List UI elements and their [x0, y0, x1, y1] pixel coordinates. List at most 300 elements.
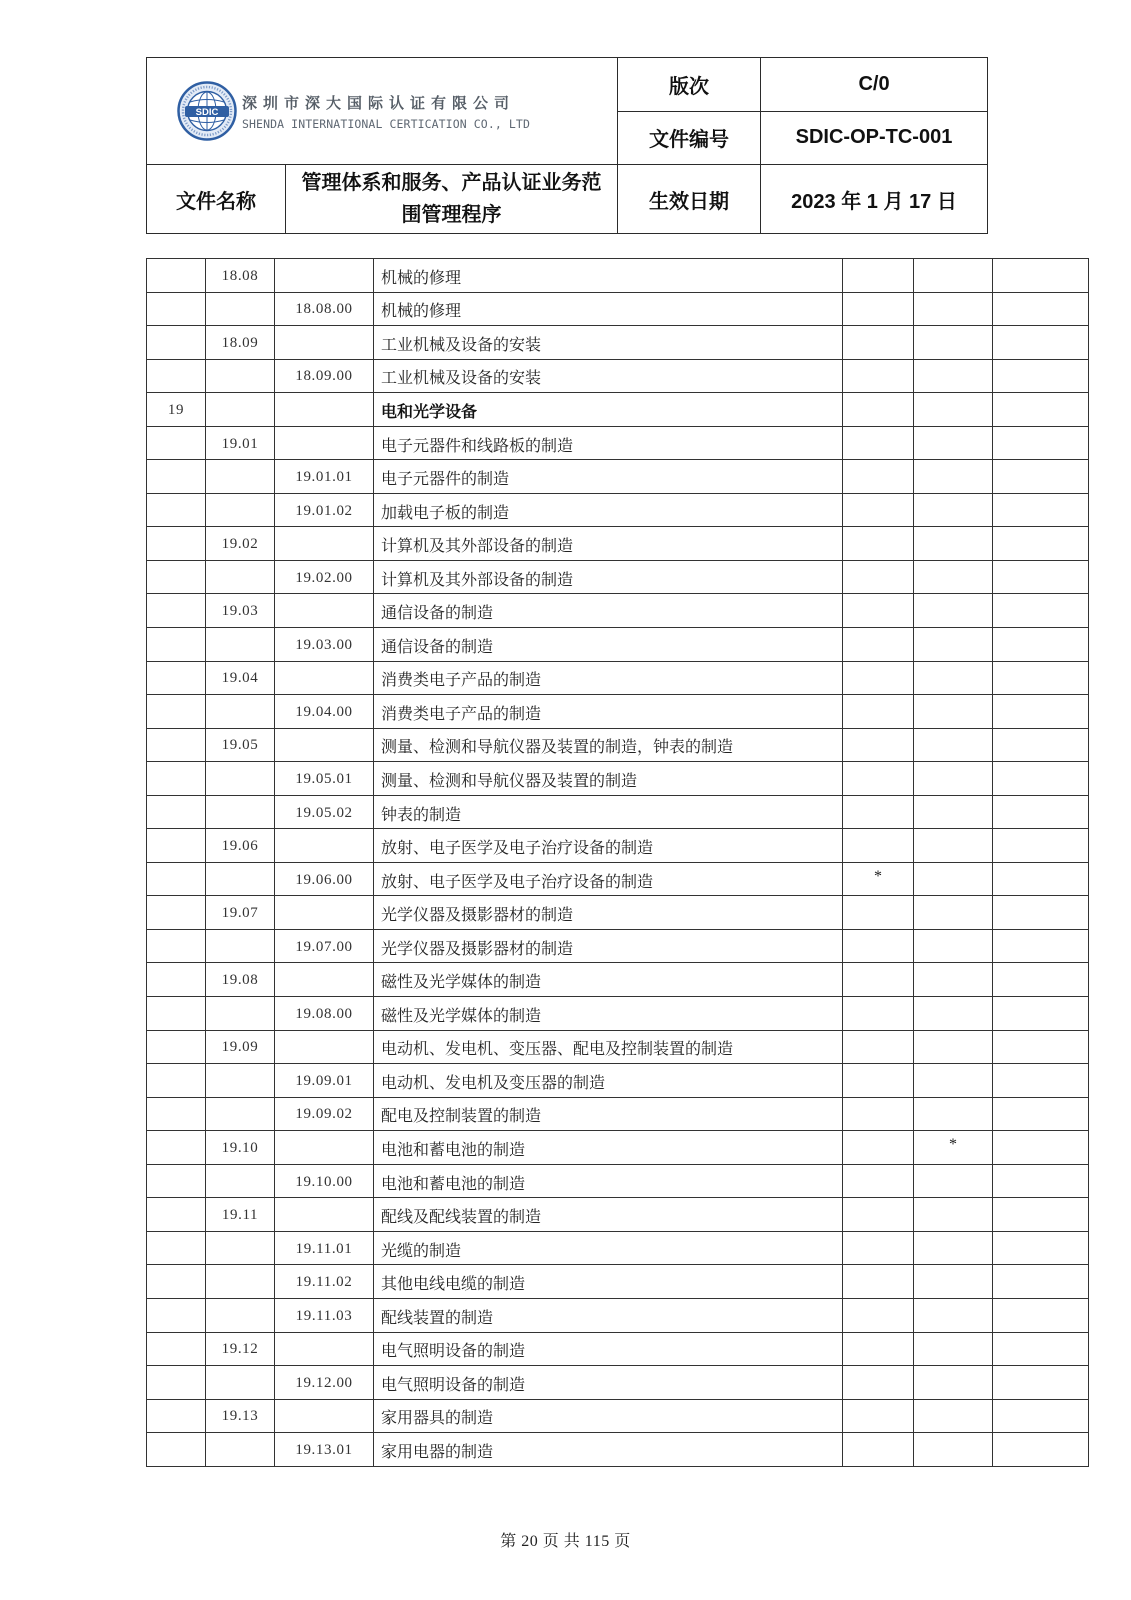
mark-a-cell	[843, 963, 914, 997]
mark-c-cell	[993, 963, 1089, 997]
doc-name-cell	[286, 165, 618, 234]
detail-code-cell	[275, 326, 374, 360]
sub-code-cell: 19.09	[206, 1030, 275, 1064]
table-row	[147, 661, 1089, 695]
major-code-cell	[147, 862, 206, 896]
detail-code-cell: 19.11.03	[275, 1298, 374, 1332]
major-code-cell	[147, 1030, 206, 1064]
detail-code-cell: 19.11.02	[275, 1265, 374, 1299]
company-logo	[177, 81, 237, 141]
detail-code-cell	[275, 527, 374, 561]
table-row	[147, 963, 1089, 997]
table-row	[147, 326, 1089, 360]
major-code-cell	[147, 292, 206, 326]
scope-name-cell: 电子元器件的制造	[374, 460, 843, 494]
detail-code-cell: 19.02.00	[275, 560, 374, 594]
mark-b-cell	[914, 628, 993, 662]
table-row	[147, 1433, 1089, 1467]
detail-code-cell: 19.03.00	[275, 628, 374, 662]
mark-c-cell	[993, 1030, 1089, 1064]
scope-name-cell: 配电及控制装置的制造	[374, 1097, 843, 1131]
sub-code-cell	[206, 460, 275, 494]
mark-c-cell	[993, 997, 1089, 1031]
major-code-cell	[147, 326, 206, 360]
detail-code-cell	[275, 259, 374, 293]
mark-c-cell	[993, 1131, 1089, 1165]
scope-name-cell: 配线及配线装置的制造	[374, 1198, 843, 1232]
table-row	[147, 728, 1089, 762]
major-code-cell	[147, 594, 206, 628]
mark-a-cell	[843, 460, 914, 494]
sub-code-cell	[206, 695, 275, 729]
detail-code-cell: 19.11.01	[275, 1231, 374, 1265]
table-row	[147, 929, 1089, 963]
mark-b-cell	[914, 426, 993, 460]
major-code-cell	[147, 560, 206, 594]
table-row	[147, 1265, 1089, 1299]
scope-name-cell: 其他电线电缆的制造	[374, 1265, 843, 1299]
mark-b-cell	[914, 963, 993, 997]
mark-a-cell	[843, 1198, 914, 1232]
table-row	[147, 1366, 1089, 1400]
major-code-cell	[147, 1366, 206, 1400]
major-code-cell	[147, 963, 206, 997]
mark-b-cell	[914, 527, 993, 561]
mark-a-cell	[843, 1332, 914, 1366]
table-row	[147, 493, 1089, 527]
table-row	[147, 1332, 1089, 1366]
detail-code-cell: 19.05.01	[275, 762, 374, 796]
mark-a-cell	[843, 795, 914, 829]
mark-c-cell	[993, 460, 1089, 494]
mark-a-cell	[843, 1231, 914, 1265]
scope-name-cell: 家用器具的制造	[374, 1399, 843, 1433]
mark-c-cell	[993, 594, 1089, 628]
mark-a-cell	[843, 628, 914, 662]
detail-code-cell: 19.04.00	[275, 695, 374, 729]
detail-code-cell	[275, 1030, 374, 1064]
major-code-cell	[147, 695, 206, 729]
sub-code-cell	[206, 1433, 275, 1467]
detail-code-cell: 19.09.01	[275, 1064, 374, 1098]
scope-name-cell: 电气照明设备的制造	[374, 1332, 843, 1366]
detail-code-cell: 19.05.02	[275, 795, 374, 829]
table-row	[147, 1097, 1089, 1131]
sub-code-cell: 19.06	[206, 829, 275, 863]
scope-name-cell: 加载电子板的制造	[374, 493, 843, 527]
detail-code-cell	[275, 661, 374, 695]
logo-text: SDIC	[195, 107, 219, 118]
mark-b-cell	[914, 326, 993, 360]
mark-a-cell: *	[843, 862, 914, 896]
detail-code-cell: 19.13.01	[275, 1433, 374, 1467]
mark-b-cell	[914, 594, 993, 628]
mark-c-cell	[993, 1097, 1089, 1131]
major-code-cell	[147, 728, 206, 762]
mark-b-cell	[914, 795, 993, 829]
table-row	[147, 762, 1089, 796]
mark-c-cell	[993, 795, 1089, 829]
table-row	[147, 359, 1089, 393]
scope-name-cell: 电动机、发电机、变压器、配电及控制装置的制造	[374, 1030, 843, 1064]
table-row	[147, 829, 1089, 863]
table-row	[147, 695, 1089, 729]
table-row	[147, 292, 1089, 326]
table-row	[147, 560, 1089, 594]
sub-code-cell	[206, 997, 275, 1031]
major-code-cell	[147, 829, 206, 863]
mark-b-cell	[914, 896, 993, 930]
detail-code-cell: 19.07.00	[275, 929, 374, 963]
mark-a-cell	[843, 896, 914, 930]
major-code-cell	[147, 628, 206, 662]
detail-code-cell	[275, 1198, 374, 1232]
table-row	[147, 259, 1089, 293]
mark-c-cell	[993, 1366, 1089, 1400]
mark-a-cell	[843, 997, 914, 1031]
table-row	[147, 1399, 1089, 1433]
mark-c-cell	[993, 929, 1089, 963]
mark-a-cell	[843, 695, 914, 729]
sub-code-cell: 18.08	[206, 259, 275, 293]
major-code-cell	[147, 493, 206, 527]
table-row	[147, 862, 1089, 896]
doc-number-label: 文件编号	[618, 111, 761, 165]
sub-code-cell	[206, 292, 275, 326]
mark-c-cell	[993, 1332, 1089, 1366]
sub-code-cell	[206, 862, 275, 896]
sub-code-cell: 19.03	[206, 594, 275, 628]
detail-code-cell	[275, 896, 374, 930]
scope-name-cell: 计算机及其外部设备的制造	[374, 527, 843, 561]
sub-code-cell: 19.10	[206, 1131, 275, 1165]
mark-b-cell	[914, 359, 993, 393]
sub-code-cell: 19.01	[206, 426, 275, 460]
mark-a-cell	[843, 594, 914, 628]
sub-code-cell: 19.08	[206, 963, 275, 997]
scope-name-cell: 电池和蓄电池的制造	[374, 1164, 843, 1198]
scope-name-cell: 电子元器件和线路板的制造	[374, 426, 843, 460]
detail-code-cell: 19.10.00	[275, 1164, 374, 1198]
mark-b-cell	[914, 997, 993, 1031]
mark-b-cell	[914, 1198, 993, 1232]
sub-code-cell: 19.13	[206, 1399, 275, 1433]
mark-b-cell	[914, 1332, 993, 1366]
major-code-cell	[147, 795, 206, 829]
sub-code-cell	[206, 359, 275, 393]
mark-c-cell	[993, 1298, 1089, 1332]
mark-a-cell	[843, 560, 914, 594]
doc-name-value: 管理体系和服务、产品认证业务范围管理程序	[301, 172, 602, 226]
mark-b-cell	[914, 762, 993, 796]
sub-code-cell	[206, 762, 275, 796]
mark-c-cell	[993, 527, 1089, 561]
sub-code-cell: 19.05	[206, 728, 275, 762]
table-row	[147, 1298, 1089, 1332]
sub-code-cell	[206, 1064, 275, 1098]
detail-code-cell: 19.12.00	[275, 1366, 374, 1400]
detail-code-cell	[275, 1332, 374, 1366]
mark-a-cell	[843, 292, 914, 326]
mark-c-cell	[993, 762, 1089, 796]
scope-name-cell: 测量、检测和导航仪器及装置的制造	[374, 762, 843, 796]
mark-b-cell	[914, 1030, 993, 1064]
table-row	[147, 460, 1089, 494]
major-code-cell	[147, 1298, 206, 1332]
scope-name-cell: 光学仪器及摄影器材的制造	[374, 896, 843, 930]
scope-table	[146, 258, 1089, 1467]
major-code-cell	[147, 1332, 206, 1366]
major-code-cell	[147, 997, 206, 1031]
mark-b-cell	[914, 560, 993, 594]
detail-code-cell: 19.09.02	[275, 1097, 374, 1131]
scope-name-cell: 通信设备的制造	[374, 628, 843, 662]
mark-a-cell	[843, 259, 914, 293]
version-label: 版次	[618, 58, 761, 112]
mark-c-cell	[993, 1198, 1089, 1232]
table-row	[147, 426, 1089, 460]
scope-name-cell: 钟表的制造	[374, 795, 843, 829]
table-row	[147, 1198, 1089, 1232]
mark-b-cell	[914, 1231, 993, 1265]
scope-name-cell: 光学仪器及摄影器材的制造	[374, 929, 843, 963]
mark-b-cell	[914, 929, 993, 963]
scope-name-cell: 电和光学设备	[374, 393, 843, 427]
mark-a-cell	[843, 661, 914, 695]
table-row	[147, 1131, 1089, 1165]
mark-b-cell	[914, 695, 993, 729]
detail-code-cell	[275, 594, 374, 628]
mark-a-cell	[843, 426, 914, 460]
major-code-cell	[147, 661, 206, 695]
effective-date-label: 生效日期	[618, 165, 761, 234]
sub-code-cell	[206, 795, 275, 829]
major-code-cell: 19	[147, 393, 206, 427]
detail-code-cell	[275, 1399, 374, 1433]
mark-b-cell	[914, 259, 993, 293]
table-row	[147, 997, 1089, 1031]
company-name-cn: 深圳市深大国际认证有限公司	[242, 95, 516, 112]
mark-c-cell	[993, 1164, 1089, 1198]
doc-number-value: SDIC-OP-TC-001	[761, 111, 988, 165]
scope-name-cell: 计算机及其外部设备的制造	[374, 560, 843, 594]
sub-code-cell	[206, 560, 275, 594]
mark-c-cell	[993, 292, 1089, 326]
major-code-cell	[147, 1164, 206, 1198]
version-value: C/0	[761, 58, 988, 112]
mark-b-cell	[914, 1366, 993, 1400]
mark-b-cell	[914, 393, 993, 427]
mark-b-cell	[914, 460, 993, 494]
mark-a-cell	[843, 1030, 914, 1064]
mark-a-cell	[843, 1298, 914, 1332]
scope-name-cell: 测量、检测和导航仪器及装置的制造，钟表的制造	[374, 728, 843, 762]
major-code-cell	[147, 1265, 206, 1299]
doc-name-label: 文件名称	[147, 165, 286, 234]
table-row	[147, 594, 1089, 628]
mark-b-cell	[914, 1298, 993, 1332]
mark-a-cell	[843, 1164, 914, 1198]
major-code-cell	[147, 359, 206, 393]
detail-code-cell: 18.08.00	[275, 292, 374, 326]
sub-code-cell	[206, 1298, 275, 1332]
sub-code-cell	[206, 1231, 275, 1265]
detail-code-cell: 19.01.02	[275, 493, 374, 527]
mark-c-cell	[993, 661, 1089, 695]
sub-code-cell	[206, 1097, 275, 1131]
mark-c-cell	[993, 896, 1089, 930]
mark-b-cell	[914, 1097, 993, 1131]
detail-code-cell: 19.01.01	[275, 460, 374, 494]
major-code-cell	[147, 929, 206, 963]
sub-code-cell	[206, 1366, 275, 1400]
table-row	[147, 1164, 1089, 1198]
table-row	[147, 393, 1089, 427]
mark-c-cell	[993, 359, 1089, 393]
scope-name-cell: 电池和蓄电池的制造	[374, 1131, 843, 1165]
mark-a-cell	[843, 359, 914, 393]
mark-a-cell	[843, 1097, 914, 1131]
mark-a-cell	[843, 829, 914, 863]
scope-name-cell: 配线装置的制造	[374, 1298, 843, 1332]
effective-date-value: 2023 年 1 月 17 日	[761, 165, 988, 234]
mark-a-cell	[843, 1064, 914, 1098]
sub-code-cell	[206, 929, 275, 963]
mark-c-cell	[993, 695, 1089, 729]
sub-code-cell: 19.02	[206, 527, 275, 561]
table-row	[147, 1030, 1089, 1064]
mark-a-cell	[843, 929, 914, 963]
mark-b-cell	[914, 661, 993, 695]
scope-name-cell: 消费类电子产品的制造	[374, 695, 843, 729]
major-code-cell	[147, 762, 206, 796]
mark-a-cell	[843, 762, 914, 796]
scope-name-cell: 放射、电子医学及电子治疗设备的制造	[374, 829, 843, 863]
table-row	[147, 1064, 1089, 1098]
detail-code-cell: 19.08.00	[275, 997, 374, 1031]
detail-code-cell	[275, 963, 374, 997]
mark-a-cell	[843, 1433, 914, 1467]
mark-a-cell	[843, 527, 914, 561]
detail-code-cell	[275, 829, 374, 863]
scope-name-cell: 家用电器的制造	[374, 1433, 843, 1467]
major-code-cell	[147, 896, 206, 930]
mark-b-cell	[914, 1399, 993, 1433]
mark-c-cell	[993, 493, 1089, 527]
mark-b-cell	[914, 728, 993, 762]
sub-code-cell: 18.09	[206, 326, 275, 360]
detail-code-cell	[275, 393, 374, 427]
table-row	[147, 1231, 1089, 1265]
major-code-cell	[147, 1433, 206, 1467]
sub-code-cell	[206, 393, 275, 427]
scope-name-cell: 机械的修理	[374, 259, 843, 293]
mark-a-cell	[843, 1131, 914, 1165]
major-code-cell	[147, 460, 206, 494]
mark-a-cell	[843, 1399, 914, 1433]
mark-c-cell	[993, 560, 1089, 594]
scope-name-cell: 机械的修理	[374, 292, 843, 326]
mark-a-cell	[843, 326, 914, 360]
mark-c-cell	[993, 326, 1089, 360]
scope-name-cell: 磁性及光学媒体的制造	[374, 963, 843, 997]
detail-code-cell	[275, 1131, 374, 1165]
scope-name-cell: 消费类电子产品的制造	[374, 661, 843, 695]
major-code-cell	[147, 426, 206, 460]
scope-table-body	[147, 259, 1089, 1467]
mark-c-cell	[993, 1231, 1089, 1265]
scope-name-cell: 电动机、发电机及变压器的制造	[374, 1064, 843, 1098]
mark-c-cell	[993, 1064, 1089, 1098]
mark-c-cell	[993, 259, 1089, 293]
scope-name-cell: 磁性及光学媒体的制造	[374, 997, 843, 1031]
table-row	[147, 628, 1089, 662]
company-name-en: SHENDA INTERNATIONAL CERTICATION CO., LTD	[242, 117, 530, 131]
mark-c-cell	[993, 829, 1089, 863]
detail-code-cell	[275, 426, 374, 460]
major-code-cell	[147, 1097, 206, 1131]
scope-name-cell: 放射、电子医学及电子治疗设备的制造	[374, 862, 843, 896]
major-code-cell	[147, 1198, 206, 1232]
mark-a-cell	[843, 728, 914, 762]
mark-b-cell	[914, 862, 993, 896]
mark-c-cell	[993, 628, 1089, 662]
detail-code-cell	[275, 728, 374, 762]
mark-c-cell	[993, 393, 1089, 427]
mark-b-cell	[914, 1064, 993, 1098]
table-row	[147, 896, 1089, 930]
mark-c-cell	[993, 728, 1089, 762]
sub-code-cell	[206, 493, 275, 527]
major-code-cell	[147, 527, 206, 561]
mark-b-cell	[914, 1433, 993, 1467]
major-code-cell	[147, 1399, 206, 1433]
sub-code-cell: 19.07	[206, 896, 275, 930]
mark-b-cell	[914, 292, 993, 326]
mark-a-cell	[843, 493, 914, 527]
table-row	[147, 795, 1089, 829]
mark-a-cell	[843, 1366, 914, 1400]
mark-c-cell	[993, 1265, 1089, 1299]
mark-b-cell	[914, 829, 993, 863]
mark-b-cell	[914, 1164, 993, 1198]
company-logo-cell	[147, 58, 618, 165]
sub-code-cell	[206, 1164, 275, 1198]
detail-code-cell: 19.06.00	[275, 862, 374, 896]
sub-code-cell	[206, 1265, 275, 1299]
scope-name-cell: 工业机械及设备的安装	[374, 326, 843, 360]
detail-code-cell: 18.09.00	[275, 359, 374, 393]
major-code-cell	[147, 1231, 206, 1265]
sub-code-cell: 19.11	[206, 1198, 275, 1232]
scope-name-cell: 工业机械及设备的安装	[374, 359, 843, 393]
sub-code-cell	[206, 628, 275, 662]
major-code-cell	[147, 1131, 206, 1165]
mark-b-cell	[914, 1265, 993, 1299]
mark-b-cell	[914, 493, 993, 527]
table-row	[147, 527, 1089, 561]
major-code-cell	[147, 259, 206, 293]
sub-code-cell: 19.04	[206, 661, 275, 695]
mark-a-cell	[843, 393, 914, 427]
scope-name-cell: 电气照明设备的制造	[374, 1366, 843, 1400]
mark-a-cell	[843, 1265, 914, 1299]
mark-c-cell	[993, 1399, 1089, 1433]
mark-c-cell	[993, 426, 1089, 460]
sub-code-cell: 19.12	[206, 1332, 275, 1366]
document-header	[146, 57, 988, 234]
mark-b-cell: *	[914, 1131, 993, 1165]
